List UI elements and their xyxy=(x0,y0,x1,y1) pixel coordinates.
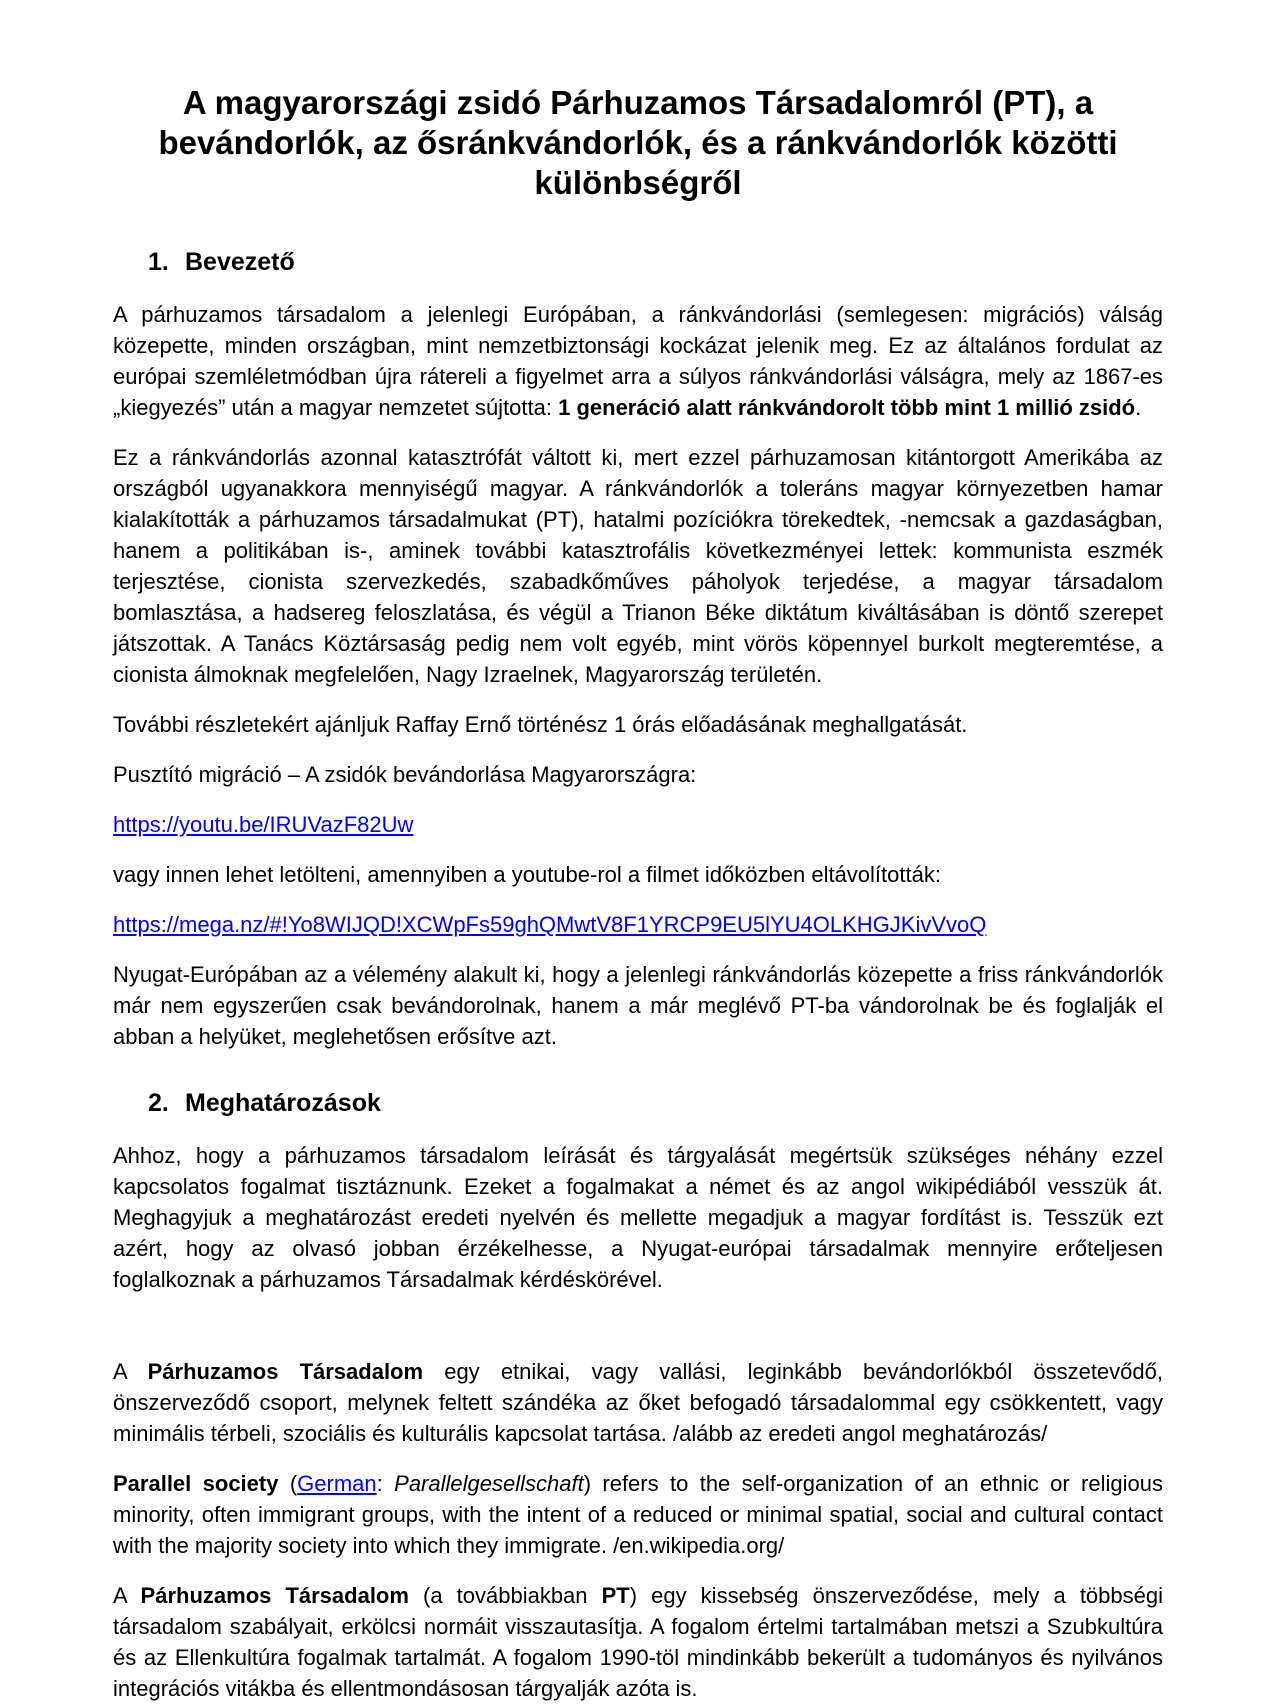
paragraph-bold-text: Parallel society xyxy=(113,1471,279,1496)
section-heading-bevezeto xyxy=(148,247,1163,277)
paragraph-text: egy etnikai, vagy vallási, leginkább bevándorlókból összetevődő, önszerveződő csoport, melynek feltett szándéka az őket befogadó társadalommal egy csökkentett, vagy minimális térbeli, szociális és kulturális kapcsolat tartása. /alább az eredeti angol meghatározás/ xyxy=(113,1359,1163,1446)
paragraph-bold-text: Párhuzamos Társadalom xyxy=(140,1583,409,1608)
paragraph-intro-6: Nyugat-Európában az a vélemény alakult ki, hogy a jelenlegi ránkvándorlás közepette a friss ránkvándorlók már nem egyszerűen csak bevándorolnak, hanem a már meglévő PT-ba vándorolnak be és foglalják el abban a helyüket, meglehetősen erősítve azt. xyxy=(113,962,1163,1049)
paragraph-intro-1 xyxy=(113,299,1163,423)
paragraph-definitions-3 xyxy=(113,1468,1163,1561)
paragraph-intro-5: vagy innen lehet letölteni, amennyiben a youtube-rol a filmet időközben eltávolították: xyxy=(113,862,941,887)
youtube-link[interactable]: https://youtu.be/IRUVazF82Uw xyxy=(113,812,414,837)
paragraph-intro-3: További részletekért ajánljuk Raffay Ernő történész 1 órás előadásának meghallgatását. xyxy=(113,712,968,737)
paragraph-text: ( xyxy=(278,1471,298,1496)
paragraph-bold-text: PT xyxy=(601,1583,630,1608)
paragraph-definitions-4 xyxy=(113,1580,1163,1704)
paragraph-intro-4: Pusztító migráció – A zsidók bevándorlása Magyarországra: xyxy=(113,762,697,787)
paragraph-definitions-1: Ahhoz, hogy a párhuzamos társadalom leírását és tárgyalását megértsük szükséges néhány ezzel kapcsolatos fogalmat tisztáznunk. Ezeket a fogalmakat a német és az angol wikipédiából vesszük át. Meghagyjuk a meghatározást eredeti nyelvén és mellette megadjuk a magyar fordítást is. Tesszük ezt azért, hogy az olvasó jobban érzékelhesse, a Nyugat-európai társadalmak mennyire erőteljesen foglalkoznak a párhuzamos Társadalmak kérdéskörével. xyxy=(113,1143,1163,1292)
document-title-line: A magyarországi zsidó Párhuzamos Társadalomról (PT), a xyxy=(182,84,1094,121)
section-label: Meghatározások xyxy=(185,1089,381,1117)
paragraph-bold-text: 1 generáció alatt ránkvándorolt több mint 1 millió zsidó xyxy=(558,395,1136,420)
document-title-line: bevándorlók, az ősránkvándorlók, és a ránkvándorlók közötti xyxy=(158,124,1118,161)
section-number: 1. xyxy=(148,248,169,276)
paragraph-text: (a továbbiakban xyxy=(408,1583,602,1608)
paragraph-italic-text: Parallelgesellschaft xyxy=(394,1471,584,1496)
paragraph-text: : xyxy=(376,1471,395,1496)
paragraph-link-youtube xyxy=(113,809,1163,840)
paragraph-intro-2: Ez a ránkvándorlás azonnal katasztrófát váltott ki, mert ezzel párhuzamosan kitántorgott Amerikába az országból ugyanakkora mennyiségű magyar. A ránkvándorlók a toleráns magyar környezetben hamar kialakították a párhuzamos társadalmukat (PT), hatalmi pozíciókra törekedtek, -nemcsak a gazdaságban, hanem a politikában is-, aminek további katasztrofális következményei lettek: kommunista eszmék terjesztése, cionista szervezkedés, szabadkőműves páholyok terjedése, a magyar társadalom bomlasztása, a hadsereg feloszlatása, és végül a Trianon Béke diktátum kiváltásában is döntő szerepet játszottak. A Tanács Köztársaság pedig nem volt egyéb, mint vörös köpennyel burkolt megteremtése, a cionista álmoknak megfelelően, Nagy Izraelnek, Magyarország területén. xyxy=(113,445,1163,687)
paragraph-definitions-2 xyxy=(113,1356,1163,1449)
paragraph-text: A xyxy=(113,1583,141,1608)
section-heading-meghatarozasok xyxy=(148,1088,1163,1118)
paragraph-text: ) egy kissebség önszerveződése, mely a többségi társadalom szabályait, erkölcsi normáit visszautasítja. A fogalom értelmi tartalmában metszi a Szubkultúra és az Ellenkultúra fogalmak tartalmát. A fogalom 1990-töl mindinkább bekerült a tudományos és nyilvános integrációs vitákba és ellentmondásosan tárgyalják azóta is. xyxy=(113,1583,1163,1701)
section-number: 2. xyxy=(148,1089,169,1117)
paragraph-link-mega xyxy=(113,909,1163,940)
section-label: Bevezető xyxy=(185,248,295,276)
blank-line xyxy=(113,1314,1163,1356)
german-wikipedia-link[interactable]: German xyxy=(297,1471,377,1496)
mega-download-link[interactable]: https://mega.nz/#!Yo8WIJQD!XCWpFs59ghQMwtV8F1YRCP9EU5lYU4OLKHGJKivVvoQ xyxy=(113,912,987,937)
paragraph-text: ) refers to the self-organization of an ethnic or religious minority, often immigrant groups, with the intent of a reduced or minimal spatial, social and cultural contact with the majority society into which they immigrate. /en.wikipedia.org/ xyxy=(113,1471,1163,1558)
paragraph-text: A xyxy=(113,1359,148,1384)
paragraph-bold-text: Párhuzamos Társadalom xyxy=(147,1359,424,1384)
document-title-line: különbségről xyxy=(534,164,742,201)
paragraph-text: A párhuzamos társadalom a jelenlegi Európában, a ránkvándorlási (semlegesen: migrációs) válság közepette, minden országban, mint nemzetbiztonsági kockázat jelenik meg. Ez az általános fordulat az európai szemléletmódban újra rátereli a figyelmet arra a súlyos ránkvándorlási válságra, mely az 1867-es „kiegyezés” után a magyar nemzetet sújtotta: xyxy=(113,302,1163,420)
paragraph-text: . xyxy=(1135,395,1142,420)
document-title xyxy=(113,83,1163,203)
